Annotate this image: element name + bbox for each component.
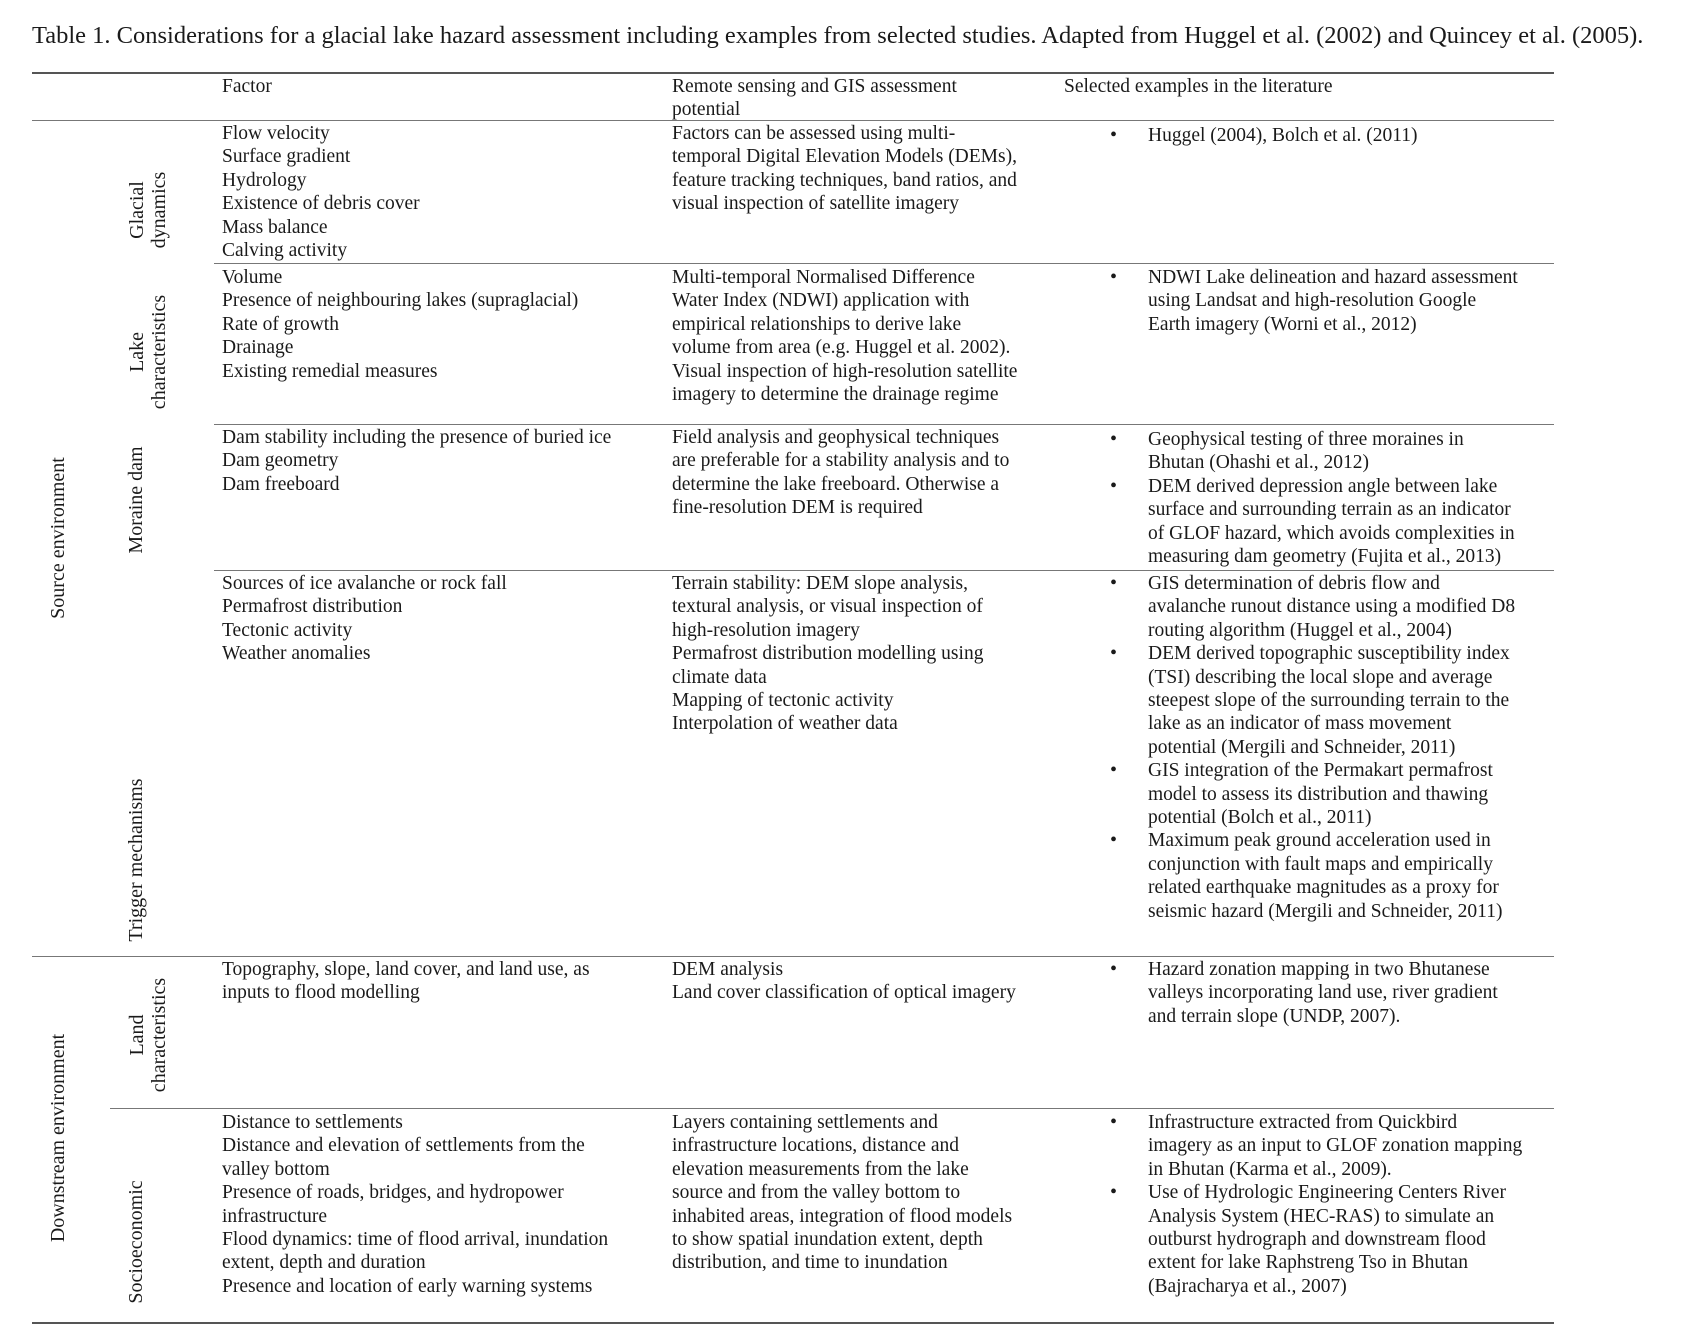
remote-sensing-cell <box>672 266 1017 406</box>
factor-line: Dam geometry <box>222 450 339 472</box>
remote-line: Terrain stability: DEM slope analysis, <box>672 573 968 594</box>
remote-line: empirical relationships to derive lake <box>672 313 962 335</box>
remote-line: to show spatial inundation extent, depth <box>672 1229 983 1251</box>
example-item <box>1104 642 1515 759</box>
row-rule <box>110 1108 1554 1109</box>
factor-line: Dam freeboard <box>222 473 340 495</box>
category-moraine-dam: Moraine dam <box>125 446 147 554</box>
factor-cell <box>222 572 507 666</box>
header-factor: Factor <box>222 76 272 97</box>
category-trigger-mechanisms: Trigger mechanisms <box>125 778 147 942</box>
example-item <box>1104 266 1518 336</box>
examples-list <box>1104 958 1498 1028</box>
example-line: related earthquake magnitudes as a proxy for <box>1148 877 1499 899</box>
factor-line: Drainage <box>222 337 294 359</box>
factor-line: Existing remedial measures <box>222 360 438 382</box>
factor-line: Flow velocity <box>222 123 330 144</box>
table-caption: Table 1. Considerations for a glacial lake hazard assessment including examples from selected studies. Adapted from Huggel et al. (2002) and Quincey et al. (2005). <box>32 22 1644 49</box>
header-remote-line: potential <box>672 99 741 120</box>
examples-cell <box>1104 124 1418 147</box>
group-rule <box>32 956 1554 957</box>
remote-sensing-cell <box>672 122 1017 216</box>
remote-line: inhabited areas, integration of flood models <box>672 1205 1013 1227</box>
row-rule <box>214 424 1554 425</box>
factor-cell <box>222 122 420 262</box>
example-item <box>1104 475 1515 569</box>
example-line: valleys incorporating land use, river gradient <box>1148 982 1498 1004</box>
category-line: dynamics <box>148 171 170 249</box>
example-line: Bhutan (Ohashi et al., 2012) <box>1148 452 1369 474</box>
row-rule <box>214 570 1554 571</box>
examples-cell <box>1104 266 1518 336</box>
remote-line: determine the lake freeboard. Otherwise a <box>672 473 1000 495</box>
example-line: potential (Bolch et al., 2011) <box>1148 807 1372 829</box>
factor-line: Permafrost distribution <box>222 596 403 618</box>
example-line: using Landsat and high-resolution Google <box>1148 290 1477 312</box>
example-line: steepest slope of the surrounding terrain to the <box>1148 690 1510 712</box>
example-line: Earth imagery (Worni et al., 2012) <box>1148 313 1417 335</box>
example-line: • Hazard zonation mapping in two Bhutanese <box>1148 959 1490 980</box>
factor-line: Flood dynamics: time of flood arrival, inundation <box>222 1229 609 1251</box>
factor-line: Existence of debris cover <box>222 193 420 215</box>
factor-line: Surface gradient <box>222 146 351 168</box>
example-line: outburst hydrograph and downstream flood <box>1148 1229 1486 1251</box>
example-line: lake as an indicator of mass movement <box>1148 713 1452 735</box>
factor-line: Presence of neighbouring lakes (supraglacial) <box>222 290 579 312</box>
example-line: surface and surrounding terrain as an indicator <box>1148 499 1511 521</box>
category-line: Glacial <box>126 181 148 239</box>
example-line: avalanche runout distance using a modified D8 <box>1148 596 1516 618</box>
remote-line: Layers containing settlements and <box>672 1112 938 1133</box>
remote-line: climate data <box>672 666 767 688</box>
example-line: • GIS determination of debris flow and <box>1148 573 1440 594</box>
group-source-environment: Source environment <box>47 457 69 619</box>
category-line: Land <box>126 1014 148 1056</box>
category-lake-characteristics <box>126 295 170 409</box>
factor-line: Calving activity <box>222 240 348 262</box>
category-socioeconomic: Socioeconomic <box>125 1180 147 1304</box>
header-remote-line: Remote sensing and GIS assessment <box>672 76 957 97</box>
row-rule <box>214 263 1554 264</box>
example-line: • GIS integration of the Permakart permafrost <box>1148 760 1493 782</box>
examples-cell <box>1104 958 1498 1028</box>
example-line: • Use of Hydrologic Engineering Centers River <box>1148 1182 1506 1204</box>
remote-line: textural analysis, or visual inspection of <box>672 596 983 618</box>
examples-list <box>1104 428 1515 568</box>
example-line: (Bajracharya et al., 2007) <box>1148 1275 1347 1297</box>
examples-list <box>1104 1111 1522 1298</box>
remote-line: Factors can be assessed using multi- <box>672 123 956 144</box>
factor-line: infrastructure <box>222 1205 328 1227</box>
example-line: seismic hazard (Mergili and Schneider, 2011) <box>1148 900 1503 922</box>
example-line: • DEM derived topographic susceptibility index <box>1148 643 1510 665</box>
remote-sensing-cell <box>672 958 1016 1005</box>
remote-line: high-resolution imagery <box>672 619 860 641</box>
category-line: characteristics <box>148 294 170 410</box>
factor-line: inputs to flood modelling <box>222 982 420 1004</box>
examples-list <box>1104 266 1518 336</box>
examples-cell <box>1104 572 1515 923</box>
remote-line: Land cover classification of optical imagery <box>672 982 1016 1004</box>
remote-sensing-cell <box>672 1111 1012 1275</box>
example-item <box>1104 1181 1522 1298</box>
remote-line: Mapping of tectonic activity <box>672 690 894 712</box>
remote-line: Visual inspection of high-resolution satellite <box>672 360 1018 382</box>
remote-line: feature tracking techniques, band ratios, and <box>672 169 1017 191</box>
example-line: conjunction with fault maps and empirically <box>1148 853 1493 875</box>
factor-line: Presence of roads, bridges, and hydropower <box>222 1182 564 1204</box>
example-line: model to assess its distribution and thawing <box>1148 783 1489 805</box>
factor-line: extent, depth and duration <box>222 1252 426 1274</box>
remote-line: Permafrost distribution modelling using <box>672 643 984 665</box>
factor-line: Dam stability including the presence of buried ice <box>222 427 612 448</box>
remote-line: Field analysis and geophysical techniques <box>672 427 1000 448</box>
examples-list <box>1104 124 1418 147</box>
example-item <box>1104 1111 1522 1181</box>
example-line: (TSI) describing the local slope and average <box>1148 666 1493 688</box>
category-line: Lake <box>126 332 148 372</box>
example-item <box>1104 124 1418 147</box>
examples-list <box>1104 572 1515 923</box>
example-line: routing algorithm (Huggel et al., 2004) <box>1148 619 1452 641</box>
remote-sensing-cell <box>672 572 983 736</box>
factor-line: Topography, slope, land cover, and land use, as <box>222 959 590 980</box>
remote-line: elevation measurements from the lake <box>672 1158 969 1180</box>
example-line: of GLOF hazard, which avoids complexities in <box>1148 522 1515 544</box>
category-line: characteristics <box>148 977 170 1093</box>
example-line: in Bhutan (Karma et al., 2009). <box>1148 1158 1392 1180</box>
header-examples: Selected examples in the literature <box>1064 76 1333 97</box>
examples-cell <box>1104 1111 1522 1298</box>
remote-line: fine-resolution DEM is required <box>672 497 923 519</box>
example-line: • Huggel (2004), Bolch et al. (2011) <box>1148 125 1418 146</box>
factor-line: Sources of ice avalanche or rock fall <box>222 573 507 594</box>
remote-line: imagery to determine the drainage regime <box>672 384 999 406</box>
example-item <box>1104 572 1515 642</box>
remote-line: DEM analysis <box>672 959 784 980</box>
factor-cell <box>222 1111 608 1298</box>
example-line: extent for lake Raphstreng Tso in Bhutan <box>1148 1252 1468 1274</box>
header-remote-sensing <box>672 75 957 121</box>
top-rule <box>32 72 1554 74</box>
remote-line: Multi-temporal Normalised Difference <box>672 267 975 288</box>
factor-line: Rate of growth <box>222 313 339 335</box>
example-line: potential (Mergili and Schneider, 2011) <box>1148 736 1456 758</box>
factor-line: Distance to settlements <box>222 1112 403 1133</box>
example-line: measuring dam geometry (Fujita et al., 2013) <box>1148 546 1502 568</box>
factor-line: valley bottom <box>222 1158 330 1180</box>
examples-cell <box>1104 428 1515 568</box>
example-item <box>1104 829 1515 923</box>
remote-line: visual inspection of satellite imagery <box>672 193 960 215</box>
example-item <box>1104 958 1498 1028</box>
factor-line: Distance and elevation of settlements from the <box>222 1135 585 1157</box>
example-line: • NDWI Lake delineation and hazard assessment <box>1148 267 1518 288</box>
category-glacial-dynamics <box>126 172 170 249</box>
factor-line: Tectonic activity <box>222 619 353 641</box>
remote-line: volume from area (e.g. Huggel et al. 2002). <box>672 337 1011 359</box>
factor-line: Hydrology <box>222 169 307 191</box>
factor-line: Weather anomalies <box>222 643 371 665</box>
remote-line: are preferable for a stability analysis and to <box>672 450 1010 472</box>
example-item <box>1104 428 1515 475</box>
remote-line: Interpolation of weather data <box>672 713 898 735</box>
example-line: • Maximum peak ground acceleration used in <box>1148 830 1491 852</box>
bottom-rule <box>32 1322 1554 1324</box>
factor-line: Volume <box>222 267 283 288</box>
remote-line: source and from the valley bottom to <box>672 1182 961 1204</box>
remote-line: temporal Digital Elevation Models (DEMs), <box>672 146 1017 168</box>
example-line: • DEM derived depression angle between lake <box>1148 475 1498 497</box>
example-line: Analysis System (HEC-RAS) to simulate an <box>1148 1205 1495 1227</box>
category-land-characteristics <box>126 978 170 1092</box>
factor-cell <box>222 266 578 383</box>
remote-sensing-cell <box>672 426 1009 520</box>
factor-cell <box>222 426 611 496</box>
group-downstream-environment: Downstream environment <box>47 1033 69 1243</box>
remote-line: infrastructure locations, distance and <box>672 1135 959 1157</box>
factor-line: Presence and location of early warning systems <box>222 1275 593 1297</box>
example-line: imagery as an input to GLOF zonation mapping <box>1148 1135 1523 1157</box>
example-line: • Infrastructure extracted from Quickbird <box>1148 1112 1458 1133</box>
remote-line: Water Index (NDWI) application with <box>672 290 970 312</box>
factor-line: Mass balance <box>222 216 328 238</box>
remote-line: distribution, and time to inundation <box>672 1252 948 1274</box>
example-line: • Geophysical testing of three moraines in <box>1148 429 1464 450</box>
example-item <box>1104 759 1515 829</box>
factor-cell <box>222 958 590 1005</box>
example-line: and terrain slope (UNDP, 2007). <box>1148 1005 1401 1027</box>
